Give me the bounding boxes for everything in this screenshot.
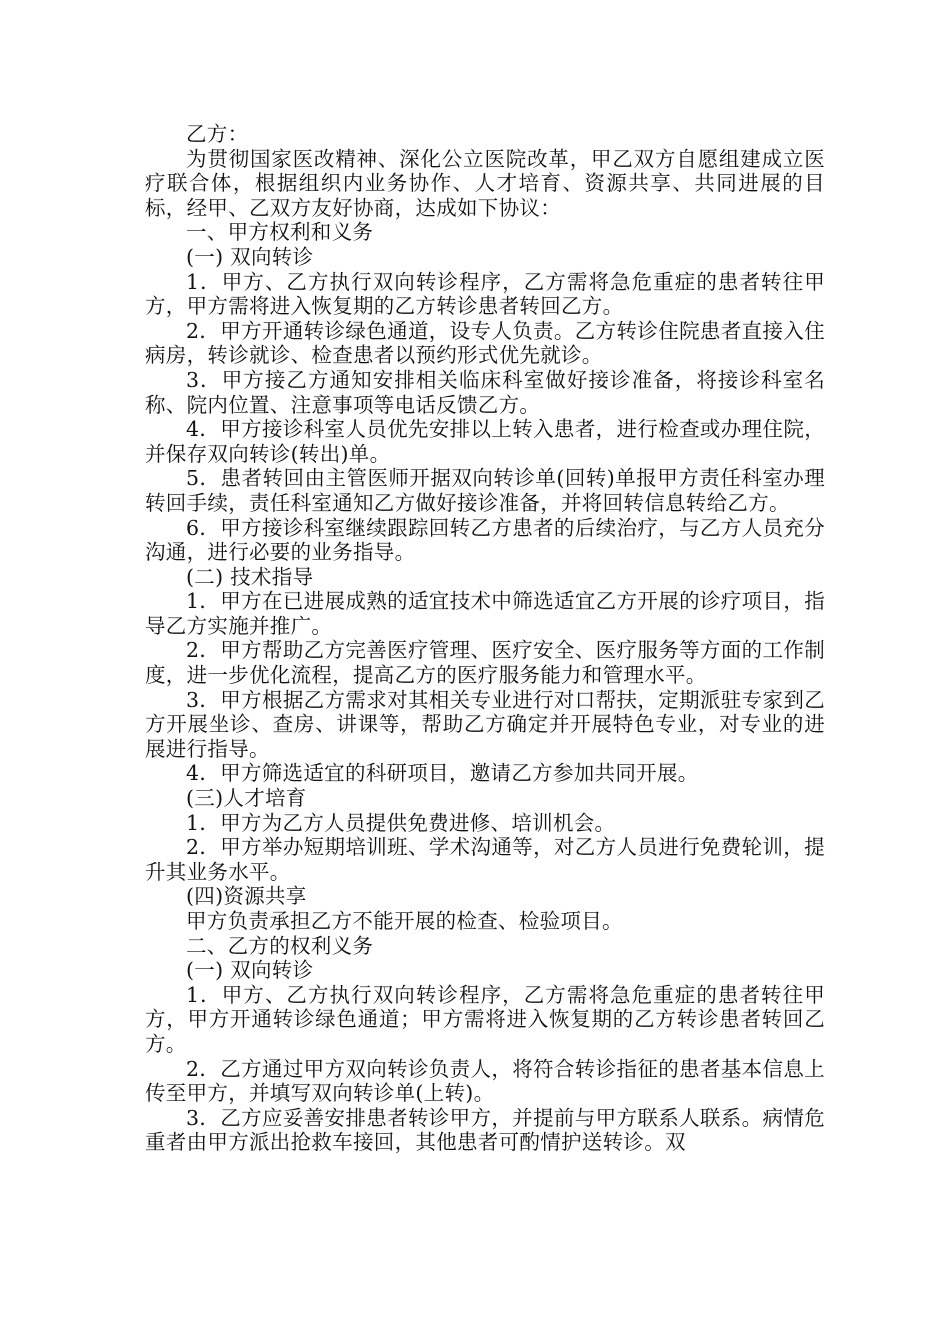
clause-paragraph: 甲方负责承担乙方不能开展的检查、检验项目。 bbox=[186, 909, 623, 933]
clause-paragraph: 4．甲方接诊科室人员优先安排以上转入患者，进行检查或办理住院，并保存双向转诊(转出)单。 bbox=[145, 417, 825, 466]
clause-paragraph: 4．甲方筛选适宜的科研项目，邀请乙方参加共同开展。 bbox=[186, 761, 699, 786]
clause-paragraph: 2．甲方举办短期培训班、学术沟通等，对乙方人员进行免费轮训，提升其业务水平。 bbox=[145, 835, 825, 884]
clause-paragraph: 1．甲方为乙方人员提供免费进修、培训机会。 bbox=[186, 810, 616, 835]
clause-paragraph: 2．甲方帮助乙方完善医疗管理、医疗安全、医疗服务等方面的工作制度，进一步优化流程，提高乙方的医疗服务能力和管理水平。 bbox=[145, 638, 825, 688]
clause-paragraph: 2．甲方开通转诊绿色通道，设专人负责。乙方转诊住院患者直接入住病房，转诊就诊、检查患者以预约形式优先就诊。 bbox=[145, 318, 825, 368]
subsection-heading: (三)人才培育 bbox=[186, 786, 307, 811]
subsection-heading: (一) 双向转诊 bbox=[186, 958, 314, 983]
section-heading: 一、甲方权利和义务 bbox=[186, 220, 374, 245]
clause-paragraph: 6．甲方接诊科室继续跟踪回转乙方患者的后续治疗，与乙方人员充分沟通，进行必要的业务指导。 bbox=[145, 515, 825, 565]
clause-paragraph: 1．甲方、乙方执行双向转诊程序，乙方需将急危重症的患者转往甲方，甲方需将进入恢复期的乙方转诊患者转回乙方。 bbox=[145, 269, 825, 319]
clause-paragraph: 1．甲方在已进展成熟的适宜技术中筛选适宜乙方开展的诊疗项目，指导乙方实施并推广。 bbox=[145, 589, 825, 638]
clause-paragraph: 2．乙方通过甲方双向转诊负责人，将符合转诊指征的患者基本信息上传至甲方，并填写双向转诊单(上转)。 bbox=[145, 1056, 825, 1106]
section-heading: 二、乙方的权利义务 bbox=[186, 933, 374, 958]
preamble-paragraph: 为贯彻国家医改精神、深化公立医院改革，甲乙双方自愿组建成立医疗联合体，根据组织内业务协作、人才培育、资源共享、共同进展的目标，经甲、乙双方友好协商，达成如下协议： bbox=[145, 146, 825, 220]
subsection-heading: (四)资源共享 bbox=[186, 884, 307, 909]
subsection-heading: (一) 双向转诊 bbox=[186, 244, 314, 269]
clause-paragraph: 3．甲方根据乙方需求对其相关专业进行对口帮扶，定期派驻专家到乙方开展坐诊、查房、讲课等，帮助乙方确定并开展特色专业，对专业的进展进行指导。 bbox=[145, 687, 825, 761]
clause-paragraph: 5．患者转回由主管医师开据双向转诊单(回转)单报甲方责任科室办理转回手续，责任科室通知乙方做好接诊准备，并将回转信息转给乙方。 bbox=[145, 466, 825, 515]
document-body bbox=[145, 122, 825, 1155]
subsection-heading: (二) 技术指导 bbox=[186, 564, 314, 589]
clause-paragraph: 1．甲方、乙方执行双向转诊程序，乙方需将急危重症的患者转往甲方，甲方开通转诊绿色通道；甲方需将进入恢复期的乙方转诊患者转回乙方。 bbox=[145, 982, 825, 1056]
clause-paragraph: 3．甲方接乙方通知安排相关临床科室做好接诊准备，将接诊科室名称、院内位置、注意事项等电话反馈乙方。 bbox=[145, 367, 825, 417]
party-b-label: 乙方： bbox=[186, 122, 249, 146]
clause-paragraph: 3．乙方应妥善安排患者转诊甲方，并提前与甲方联系人联系。病情危重者由甲方派出抢救车接回，其他患者可酌情护送转诊。双 bbox=[145, 1105, 825, 1155]
